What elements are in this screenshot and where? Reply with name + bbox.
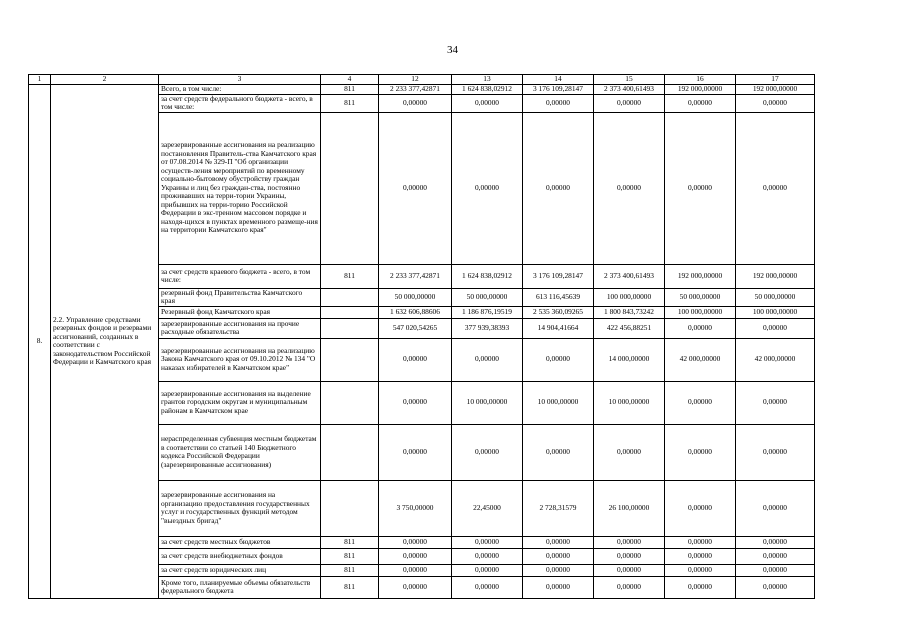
value-cell: 0,00000 <box>736 564 815 576</box>
row-label: нераспределенная субвенция местным бюджетам в соответствии со статьей 140 Бюджетного кодекса Российской Федерации (зарезервированные ассигнования) <box>159 424 321 480</box>
value-cell: 0,00000 <box>736 381 815 424</box>
value-cell: 0,00000 <box>665 112 736 264</box>
value-cell: 2 728,31579 <box>523 480 594 536</box>
value-cell: 422 456,88251 <box>594 318 665 338</box>
value-cell: 0,00000 <box>665 576 736 598</box>
value-cell: 0,00000 <box>523 424 594 480</box>
row-number-cell: 8. <box>29 85 51 599</box>
value-cell: 50 000,00000 <box>379 288 452 306</box>
row-label: зарезервированные ассигнования на выделение грантов городским округам и муниципальным районам в Камчатском крае <box>159 381 321 424</box>
value-cell: 0,00000 <box>594 536 665 548</box>
value-cell: 0,00000 <box>523 564 594 576</box>
value-cell: 0,00000 <box>379 548 452 564</box>
row-code <box>321 112 379 264</box>
value-cell: 100 000,00000 <box>665 306 736 318</box>
header-cell: 13 <box>452 75 523 85</box>
value-cell: 0,00000 <box>665 548 736 564</box>
value-cell: 0,00000 <box>736 112 815 264</box>
row-code <box>321 338 379 381</box>
value-cell: 0,00000 <box>594 94 665 112</box>
value-cell: 0,00000 <box>379 94 452 112</box>
value-cell: 0,00000 <box>665 536 736 548</box>
header-cell: 14 <box>523 75 594 85</box>
value-cell: 377 939,38393 <box>452 318 523 338</box>
page-number: 34 <box>447 44 458 56</box>
value-cell: 0,00000 <box>736 94 815 112</box>
row-label: Резервный фонд Камчатского края <box>159 306 321 318</box>
row-code: 811 <box>321 264 379 288</box>
value-cell: 0,00000 <box>736 480 815 536</box>
row-code: 811 <box>321 94 379 112</box>
value-cell: 2 373 400,61493 <box>594 264 665 288</box>
row-label: зарезервированные ассигнования на реализацию постановления Правитель-ства Камчатского края от 07.08.2014 № 329-П "Об организации осуществ-ления мероприятий по временному социально-бытовому обустройству граждан Украины и лиц без граждан-ства, постоянно проживавших на терри-тории Украины, прибывших на терри-торию Российской Федерации в экс-тренном массовом порядке и находя-щихся в пунктах временного размеще-ния на территории Камчатского края" <box>159 112 321 264</box>
header-cell: 1 <box>29 75 51 85</box>
value-cell: 0,00000 <box>736 424 815 480</box>
value-cell: 613 116,45639 <box>523 288 594 306</box>
value-cell: 0,00000 <box>452 338 523 381</box>
value-cell: 2 233 377,42871 <box>379 264 452 288</box>
value-cell: 2 535 360,09265 <box>523 306 594 318</box>
value-cell: 0,00000 <box>379 424 452 480</box>
value-cell: 0,00000 <box>379 338 452 381</box>
value-cell: 0,00000 <box>452 112 523 264</box>
value-cell: 0,00000 <box>594 576 665 598</box>
row-code: 811 <box>321 548 379 564</box>
value-cell: 0,00000 <box>665 480 736 536</box>
row-label: резервный фонд Правительства Камчатского края <box>159 288 321 306</box>
value-cell: 42 000,00000 <box>736 338 815 381</box>
value-cell: 22,45000 <box>452 480 523 536</box>
value-cell: 3 176 109,28147 <box>523 85 594 95</box>
value-cell: 0,00000 <box>594 548 665 564</box>
header-cell: 3 <box>159 75 321 85</box>
table-row <box>29 85 815 95</box>
value-cell: 10 000,00000 <box>594 381 665 424</box>
value-cell: 0,00000 <box>523 338 594 381</box>
row-label: за счет средств внебюджетных фондов <box>159 548 321 564</box>
value-cell: 0,00000 <box>452 576 523 598</box>
value-cell: 0,00000 <box>523 112 594 264</box>
row-code: 811 <box>321 85 379 95</box>
header-cell: 4 <box>321 75 379 85</box>
value-cell: 2 233 377,42871 <box>379 85 452 95</box>
value-cell: 0,00000 <box>665 381 736 424</box>
header-cell: 12 <box>379 75 452 85</box>
row-label: зарезервированные ассигнования на прочие расходные обязательства <box>159 318 321 338</box>
row-label: Кроме того, планируемые объемы обязательств федерального бюджета <box>159 576 321 598</box>
value-cell: 14 000,00000 <box>594 338 665 381</box>
value-cell: 0,00000 <box>665 424 736 480</box>
budget-table <box>28 74 815 599</box>
value-cell: 0,00000 <box>665 318 736 338</box>
value-cell: 0,00000 <box>736 536 815 548</box>
row-code: 811 <box>321 576 379 598</box>
value-cell: 0,00000 <box>452 536 523 548</box>
value-cell: 0,00000 <box>379 564 452 576</box>
header-cell: 2 <box>51 75 159 85</box>
value-cell: 192 000,00000 <box>665 85 736 95</box>
value-cell: 0,00000 <box>736 548 815 564</box>
value-cell: 0,00000 <box>523 94 594 112</box>
value-cell: 1 632 606,88606 <box>379 306 452 318</box>
program-name-cell: 2.2. Управление средствами резервных фондов и резервами ассигнований, созданных в соответствии с законодательством Российской Федерации и Камчатского края <box>51 85 159 599</box>
value-cell: 3 176 109,28147 <box>523 264 594 288</box>
row-code <box>321 381 379 424</box>
header-cell: 16 <box>665 75 736 85</box>
row-code <box>321 306 379 318</box>
row-code <box>321 480 379 536</box>
header-row <box>29 75 815 85</box>
row-code: 811 <box>321 564 379 576</box>
value-cell: 1 800 843,73242 <box>594 306 665 318</box>
value-cell: 50 000,00000 <box>736 288 815 306</box>
value-cell: 0,00000 <box>452 548 523 564</box>
value-cell: 42 000,00000 <box>665 338 736 381</box>
value-cell: 10 000,00000 <box>452 381 523 424</box>
row-code: 811 <box>321 536 379 548</box>
value-cell: 192 000,00000 <box>736 85 815 95</box>
value-cell: 0,00000 <box>665 564 736 576</box>
value-cell: 0,00000 <box>736 318 815 338</box>
value-cell: 100 000,00000 <box>594 288 665 306</box>
row-label: за счет средств юридических лиц <box>159 564 321 576</box>
row-label: за счет средств местных бюджетов <box>159 536 321 548</box>
value-cell: 100 000,00000 <box>736 306 815 318</box>
value-cell: 1 624 838,02912 <box>452 264 523 288</box>
value-cell: 14 904,41664 <box>523 318 594 338</box>
row-label: Всего, в том числе: <box>159 85 321 95</box>
value-cell: 50 000,00000 <box>665 288 736 306</box>
value-cell: 0,00000 <box>594 424 665 480</box>
row-code <box>321 424 379 480</box>
value-cell: 1 624 838,02912 <box>452 85 523 95</box>
value-cell: 0,00000 <box>594 564 665 576</box>
header-cell: 17 <box>736 75 815 85</box>
value-cell: 2 373 400,61493 <box>594 85 665 95</box>
value-cell: 0,00000 <box>736 576 815 598</box>
value-cell: 50 000,00000 <box>452 288 523 306</box>
value-cell: 547 020,54265 <box>379 318 452 338</box>
row-code <box>321 288 379 306</box>
value-cell: 1 186 876,19519 <box>452 306 523 318</box>
value-cell: 10 000,00000 <box>523 381 594 424</box>
value-cell: 0,00000 <box>523 536 594 548</box>
value-cell: 26 100,00000 <box>594 480 665 536</box>
value-cell: 0,00000 <box>665 94 736 112</box>
value-cell: 0,00000 <box>523 548 594 564</box>
value-cell: 3 750,00000 <box>379 480 452 536</box>
value-cell: 0,00000 <box>452 564 523 576</box>
value-cell: 192 000,00000 <box>736 264 815 288</box>
value-cell: 0,00000 <box>523 576 594 598</box>
value-cell: 0,00000 <box>452 94 523 112</box>
header-cell: 15 <box>594 75 665 85</box>
value-cell: 0,00000 <box>379 381 452 424</box>
value-cell: 192 000,00000 <box>665 264 736 288</box>
value-cell: 0,00000 <box>379 112 452 264</box>
row-label: за счет средств федерального бюджета - всего, в том числе: <box>159 94 321 112</box>
value-cell: 0,00000 <box>594 112 665 264</box>
value-cell: 0,00000 <box>379 536 452 548</box>
row-label: за счет средств краевого бюджета - всего, в том числе: <box>159 264 321 288</box>
row-code <box>321 318 379 338</box>
value-cell: 0,00000 <box>452 424 523 480</box>
row-label: зарезервированные ассигнования на реализацию Закона Камчатского края от 09.10.2012 № 134 "О наказах избирателей в Камчатском крае" <box>159 338 321 381</box>
value-cell: 0,00000 <box>379 576 452 598</box>
row-label: зарезервированные ассигнования на организацию предоставления государственных услуг и государственных функций методом "выездных бригад" <box>159 480 321 536</box>
